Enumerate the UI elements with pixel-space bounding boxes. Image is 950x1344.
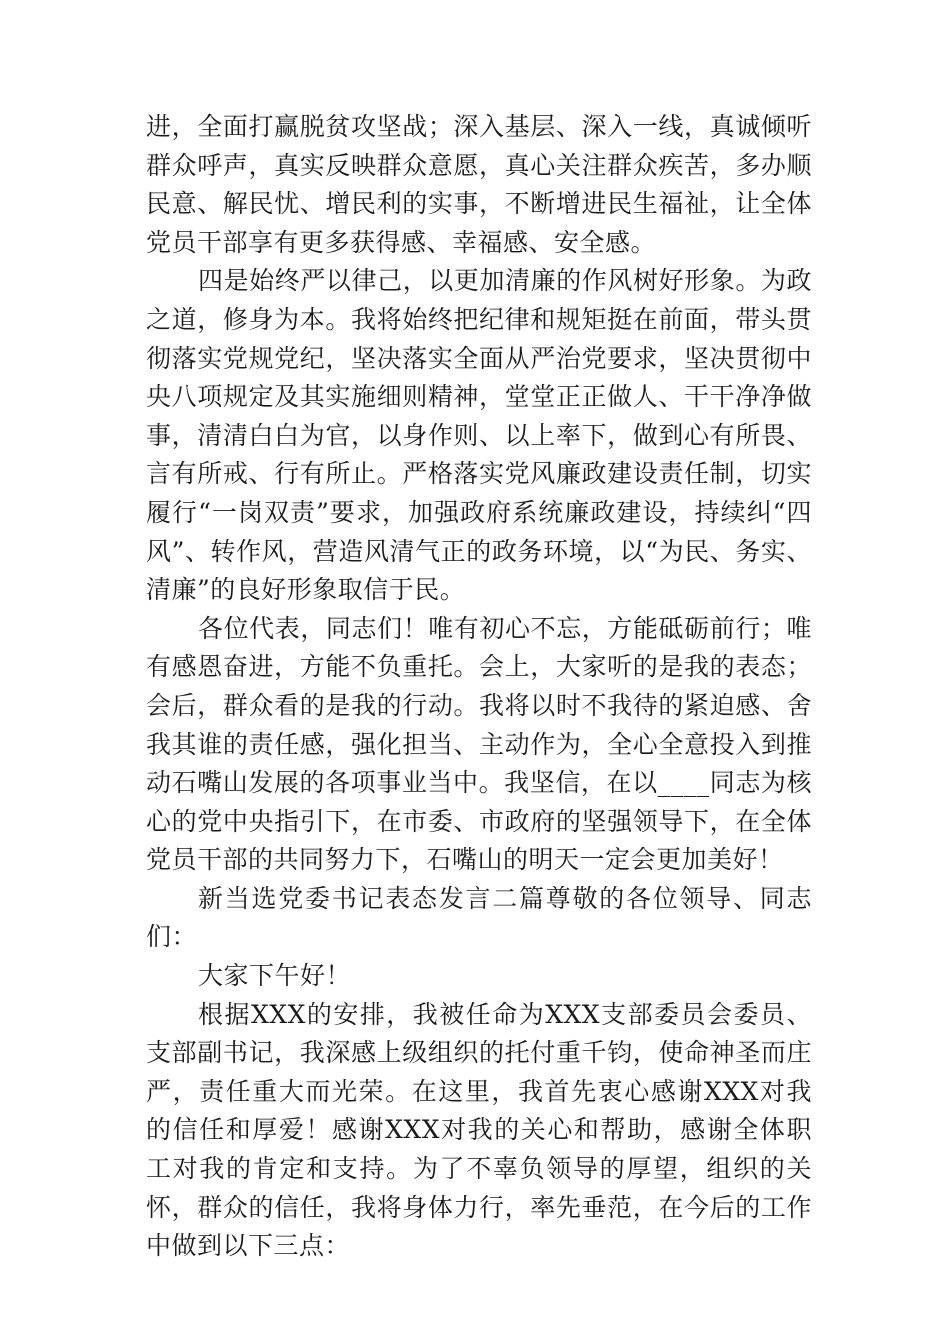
paragraph-6: 根据XXX的安排，我被任命为XXX支部委员会委员、支部副书记，我深感上级组织的托付重千钧，使命神圣而庄严，责任重大而光荣。在这里，我首先衷心感谢XXX对我的信任和厚爱！感谢XXX对我的关心和帮助，感谢全体职工对我的肯定和支持。为了不辜负领导的厚望，组织的关怀，群众的信任，我将身体力行，率先垂范，在今后的工作中做到以下三点： — [146, 999, 812, 1261]
paragraph-5: 大家下午好！ — [198, 961, 352, 991]
paragraph-4: 新当选党委书记表态发言二篇尊敬的各位领导、同志们： — [146, 883, 812, 952]
document-body — [146, 108, 812, 1266]
paragraph-2: 四是始终严以律己，以更加清廉的作风树好形象。为政之道，修身为本。我将始终把纪律和规矩挺在前面，带头贯彻落实党规党纪，坚决落实全面从严治党要求，坚决贯彻中央八项规定及其实施细则精神，堂堂正正做人、干干净净做事，清清白白为官，以身作则、以上率下，做到心有所畏、言有所戒、行有所止。严格落实党风廉政建设责任制，切实履行“一岗双责”要求，加强政府系统廉政建设，持续纠“四风”、转作风，营造风清气正的政务环境，以“为民、务实、清廉”的良好形象取信于民。 — [146, 266, 812, 605]
paragraph-3: 各位代表，同志们！唯有初心不忘，方能砥砺前行；唯有感恩奋进，方能不负重托。会上，大家听的是我的表态；会后，群众看的是我的行动。我将以时不我待的紧迫感、舍我其谁的责任感，强化担当、主动作为，全心全意投入到推动石嘴山发展的各项事业当中。我坚信，在以____同志为核心的党中央指引下，在市委、市政府的坚强领导下，在全体党员干部的共同努力下，石嘴山的明天一定会更加美好！ — [146, 613, 812, 875]
paragraph-1: 进，全面打赢脱贫攻坚战；深入基层、深入一线，真诚倾听群众呼声，真实反映群众意愿，真心关注群众疾苦，多办顺民意、解民忧、增民利的实事，不断增进民生福祉，让全体党员干部享有更多获得感、幸福感、安全感。 — [146, 112, 812, 257]
